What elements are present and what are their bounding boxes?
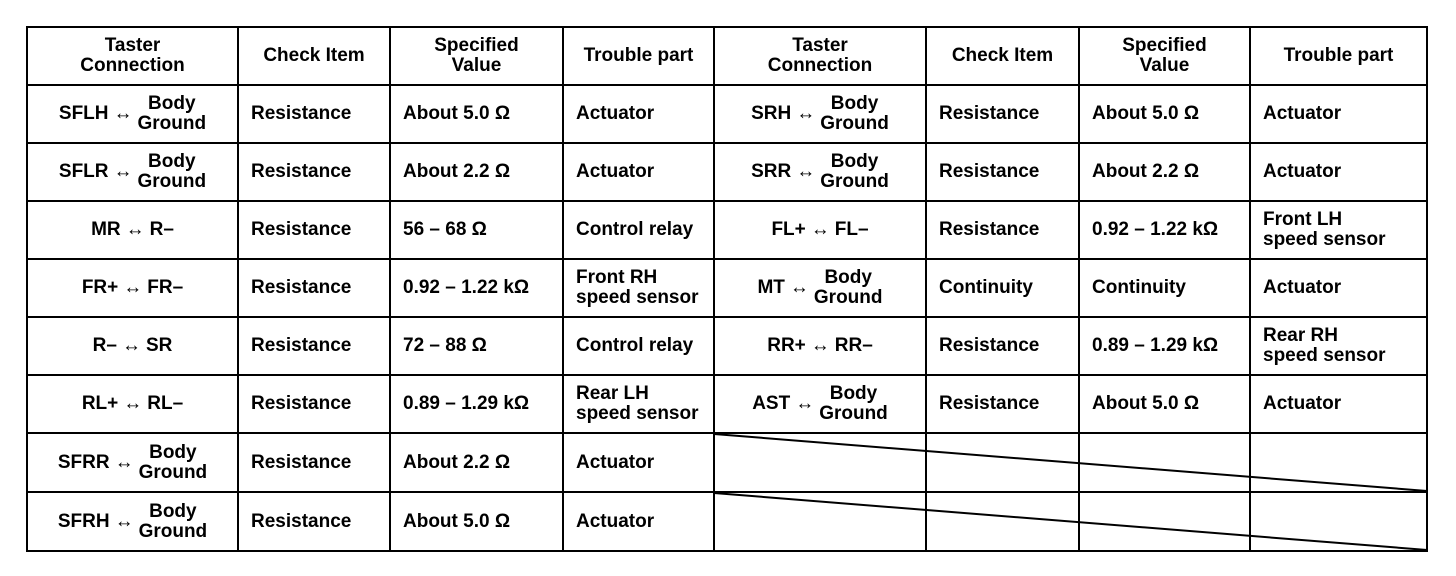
header-trouble-part-left: [563, 27, 714, 85]
trouble-part-cell: [1250, 375, 1427, 433]
terminal-from: SFLH: [58, 103, 109, 124]
terminal-from: SFRR: [57, 451, 110, 473]
specified-value-cell: About 2.2 Ω: [390, 143, 563, 201]
terminal-to-line: Ground: [820, 171, 889, 192]
specified-value-cell: 0.89 – 1.29 kΩ: [390, 375, 563, 433]
tester-connection-cell: [714, 375, 926, 433]
terminal-to-line: FL–: [834, 218, 869, 240]
terminal-to: [139, 443, 208, 483]
specified-value-cell: About 2.2 Ω: [1079, 143, 1250, 201]
check-item-cell: Resistance: [238, 433, 390, 492]
specified-value-cell: About 5.0 Ω: [1079, 375, 1250, 433]
terminal-from: SRR: [751, 161, 792, 182]
terminal-to: [819, 384, 888, 424]
tester-connection-cell: [27, 433, 238, 492]
trouble-part-cell: [563, 375, 714, 433]
trouble-part-line: Control relay: [576, 219, 694, 240]
blank-cell: [1250, 433, 1427, 492]
table-row: [27, 433, 1427, 492]
terminal-to-line: RR–: [834, 334, 873, 356]
tester-connection-cell: [714, 143, 926, 201]
connection-arrow-icon: ↔: [796, 161, 816, 182]
check-item-cell: Resistance: [926, 317, 1079, 375]
check-item-cell: Resistance: [238, 85, 390, 143]
header-specified-value-right: [1079, 27, 1250, 85]
terminal-to-line: Body: [149, 500, 197, 522]
trouble-part-cell: [1250, 143, 1427, 201]
terminal-from: SRH: [751, 103, 792, 124]
blank-cell: [1250, 492, 1427, 551]
terminal-to: [150, 220, 174, 240]
trouble-part-line: speed sensor: [576, 403, 699, 424]
trouble-part-cell: [563, 433, 714, 492]
terminal-to: [147, 278, 183, 298]
header-label-line: Trouble part: [1283, 45, 1394, 66]
trouble-part-line: Actuator: [1263, 161, 1342, 182]
trouble-part-line: speed sensor: [1263, 345, 1386, 366]
check-item-cell: Resistance: [238, 143, 390, 201]
tester-connection-cell: [27, 375, 238, 433]
specified-value-cell: 0.92 – 1.22 kΩ: [390, 259, 563, 317]
check-item-cell: Resistance: [926, 375, 1079, 433]
header-label: [1284, 46, 1394, 66]
tester-connection-cell: [27, 259, 238, 317]
table-row: [27, 492, 1427, 551]
terminal-from: SFRH: [57, 510, 110, 532]
terminal-to: [138, 152, 207, 192]
terminal-to-line: Body: [829, 383, 878, 404]
connection-arrow-icon: ↔: [796, 103, 816, 124]
terminal-from: FL+: [771, 218, 806, 240]
tester-connection-cell: [27, 317, 238, 375]
tester-connection-cell: [27, 201, 238, 259]
terminal-from: AST: [752, 393, 791, 414]
header-tester-connection-right: [714, 27, 926, 85]
terminal-to-line: R–: [149, 218, 174, 240]
terminal-to-line: Ground: [813, 287, 883, 308]
tester-connection-cell: [714, 201, 926, 259]
terminal-to-line: Ground: [820, 113, 889, 134]
trouble-part-cell: [563, 201, 714, 259]
table-row: [27, 201, 1427, 259]
terminal-to: [820, 94, 889, 134]
trouble-part-line: Actuator: [576, 161, 655, 182]
terminal-to-line: SR: [145, 334, 173, 356]
check-item-cell: Resistance: [238, 259, 390, 317]
trouble-part-line: Front RH: [576, 267, 658, 288]
table-row: [27, 317, 1427, 375]
tester-connection-cell: [714, 317, 926, 375]
connection-arrow-icon: ↔: [810, 334, 830, 356]
header-label-line: Specified: [434, 35, 519, 56]
trouble-part-line: speed sensor: [1263, 229, 1386, 250]
header-label-line: Value: [451, 55, 502, 76]
table-row: [27, 259, 1427, 317]
header-label-line: Taster: [104, 35, 161, 56]
connection-arrow-icon: ↔: [795, 393, 815, 414]
specified-value-cell: 72 – 88 Ω: [390, 317, 563, 375]
terminal-to-line: Body: [824, 267, 872, 288]
trouble-part-line: Actuator: [1263, 393, 1342, 414]
check-item-cell: Resistance: [926, 85, 1079, 143]
trouble-part-cell: [563, 143, 714, 201]
header-label-line: Trouble part: [583, 45, 694, 66]
table-row: [27, 143, 1427, 201]
check-item-cell: Resistance: [238, 492, 390, 551]
terminal-to-line: RL–: [147, 392, 184, 414]
check-item-cell: Resistance: [238, 375, 390, 433]
trouble-part-line: Actuator: [1263, 103, 1342, 124]
tester-connection-cell: [714, 259, 926, 317]
header-label: [263, 46, 364, 66]
inspection-table: [26, 26, 1428, 552]
header-row: [27, 27, 1427, 85]
trouble-part-line: Actuator: [576, 510, 655, 532]
tester-connection-cell: [714, 85, 926, 143]
header-label: [768, 36, 873, 76]
check-item-cell: Resistance: [926, 143, 1079, 201]
terminal-to: [820, 152, 889, 192]
terminal-to: [147, 394, 183, 414]
blank-cell: [714, 492, 926, 551]
header-label-line: Connection: [80, 55, 185, 76]
terminal-to-line: Body: [148, 151, 196, 172]
terminal-to: [835, 336, 873, 356]
connection-arrow-icon: ↔: [125, 218, 145, 240]
terminal-from: RL+: [81, 392, 119, 414]
header-label-line: Taster: [792, 35, 848, 56]
specified-value-cell: 0.92 – 1.22 kΩ: [1079, 201, 1250, 259]
terminal-to-line: Body: [830, 93, 879, 114]
header-check-item-right: [926, 27, 1079, 85]
table-row: [27, 375, 1427, 433]
terminal-to: [814, 268, 883, 308]
specified-value-cell: Continuity: [1079, 259, 1250, 317]
header-label: [434, 36, 518, 76]
header-label-line: Value: [1139, 55, 1190, 76]
terminal-to-line: Body: [830, 151, 879, 172]
trouble-part-cell: [1250, 259, 1427, 317]
header-label-line: Check Item: [951, 45, 1054, 66]
trouble-part-line: Control relay: [576, 335, 694, 356]
terminal-to: [146, 336, 172, 356]
connection-arrow-icon: ↔: [114, 451, 134, 473]
header-label-line: Connection: [767, 55, 873, 76]
connection-arrow-icon: ↔: [113, 103, 133, 124]
blank-cell: [714, 433, 926, 492]
header-label-line: Specified: [1122, 35, 1207, 56]
header-label: [952, 46, 1053, 66]
terminal-to: [138, 94, 207, 134]
trouble-part-cell: [563, 259, 714, 317]
connection-arrow-icon: ↔: [123, 276, 143, 298]
header-specified-value-left: [390, 27, 563, 85]
check-item-cell: Resistance: [926, 201, 1079, 259]
trouble-part-line: Actuator: [576, 451, 655, 473]
connection-arrow-icon: ↔: [810, 218, 830, 240]
header-label: [80, 36, 185, 76]
blank-cell: [1079, 433, 1250, 492]
terminal-to-line: FR–: [147, 276, 184, 298]
terminal-to-line: Ground: [138, 520, 208, 542]
terminal-to-line: Ground: [138, 461, 208, 483]
check-item-cell: Continuity: [926, 259, 1079, 317]
blank-cell: [1079, 492, 1250, 551]
specified-value-cell: 56 – 68 Ω: [390, 201, 563, 259]
header-label: [1122, 36, 1206, 76]
trouble-part-cell: [563, 317, 714, 375]
specified-value-cell: 0.89 – 1.29 kΩ: [1079, 317, 1250, 375]
header-label-line: Check Item: [263, 45, 365, 66]
connection-arrow-icon: ↔: [114, 510, 134, 532]
terminal-from: FR+: [81, 276, 119, 298]
terminal-from: MR: [91, 218, 121, 240]
terminal-to-line: Ground: [137, 171, 207, 192]
trouble-part-line: Front LH: [1263, 209, 1343, 230]
trouble-part-cell: [563, 492, 714, 551]
connection-arrow-icon: ↔: [113, 161, 133, 182]
connection-arrow-icon: ↔: [121, 334, 141, 356]
trouble-part-cell: [1250, 201, 1427, 259]
table-header: [27, 27, 1427, 85]
terminal-from: MT: [757, 277, 785, 298]
trouble-part-cell: [1250, 85, 1427, 143]
table-body: [27, 85, 1427, 551]
specified-value-cell: About 5.0 Ω: [1079, 85, 1250, 143]
header-check-item-left: [238, 27, 390, 85]
trouble-part-cell: [1250, 317, 1427, 375]
terminal-to-line: Ground: [137, 113, 207, 134]
terminal-from: SFLR: [58, 161, 109, 182]
terminal-from: RR+: [767, 334, 806, 356]
tester-connection-cell: [27, 492, 238, 551]
trouble-part-line: speed sensor: [576, 287, 699, 308]
terminal-to-line: Body: [148, 93, 196, 114]
specified-value-cell: About 5.0 Ω: [390, 85, 563, 143]
header-trouble-part-right: [1250, 27, 1427, 85]
check-item-cell: Resistance: [238, 317, 390, 375]
terminal-to-line: Ground: [819, 403, 888, 424]
trouble-part-line: Rear RH: [1263, 325, 1338, 346]
header-label: [584, 46, 694, 66]
terminal-from: R–: [92, 334, 117, 356]
terminal-to: [139, 502, 208, 542]
trouble-part-line: Actuator: [576, 103, 655, 124]
specified-value-cell: About 5.0 Ω: [390, 492, 563, 551]
tester-connection-cell: [27, 85, 238, 143]
terminal-to: [835, 220, 869, 240]
connection-arrow-icon: ↔: [123, 392, 143, 414]
check-item-cell: Resistance: [238, 201, 390, 259]
specified-value-cell: About 2.2 Ω: [390, 433, 563, 492]
connection-arrow-icon: ↔: [789, 277, 809, 298]
table-row: [27, 85, 1427, 143]
trouble-part-line: Actuator: [1263, 277, 1342, 298]
terminal-to-line: Body: [149, 441, 197, 463]
tester-connection-cell: [27, 143, 238, 201]
trouble-part-cell: [563, 85, 714, 143]
blank-cell: [926, 492, 1079, 551]
header-tester-connection-left: [27, 27, 238, 85]
trouble-part-line: Rear LH: [576, 383, 649, 404]
blank-cell: [926, 433, 1079, 492]
